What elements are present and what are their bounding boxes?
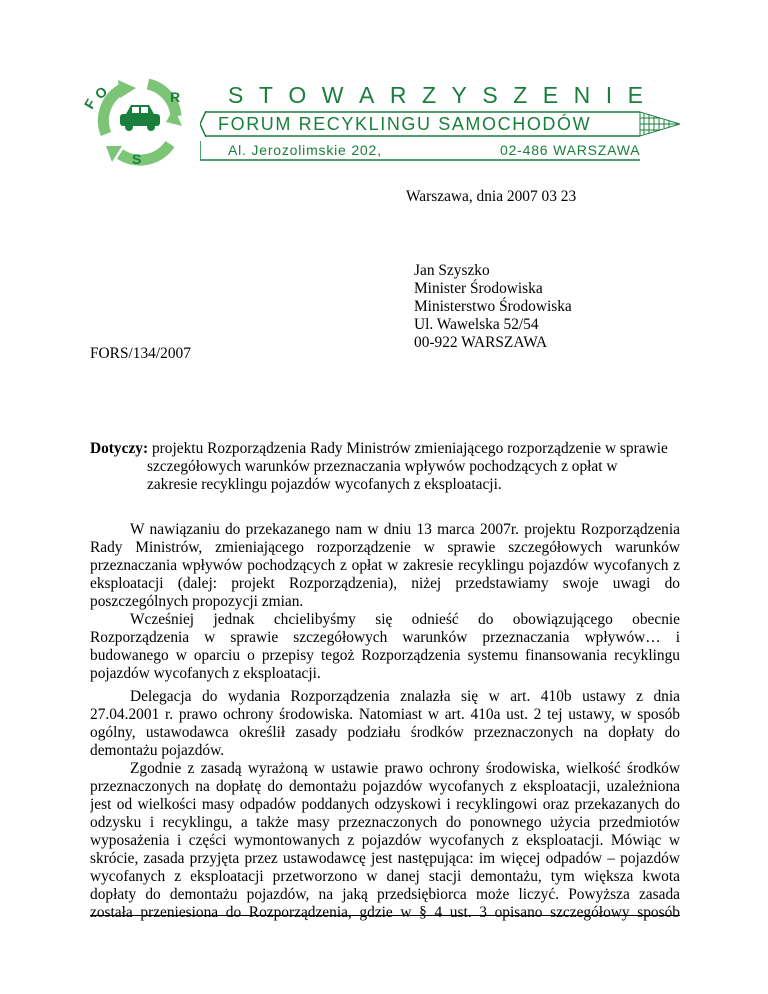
title-letter: T bbox=[258, 81, 273, 108]
addressee-line: Minister Środowiska bbox=[414, 280, 543, 297]
paragraph-line: Rady Ministrów, zmieniającego rozporządzenie w sprawie szczegółowych warunków bbox=[90, 539, 680, 556]
paragraph bbox=[90, 760, 680, 922]
paragraph-line: budowanego w oparciu o przepisy tegoż Rozporządzenia systemu finansowania recyklingu bbox=[90, 647, 680, 664]
title-letter: S bbox=[482, 81, 498, 108]
subject-line: projektu Rozporządzenia Rady Ministrów zmieniającego rozporządzenie w sprawie bbox=[151, 440, 668, 457]
title-letter: Y bbox=[451, 81, 467, 108]
page-bottom-rule bbox=[90, 915, 680, 916]
svg-text:O: O bbox=[91, 83, 111, 103]
addressee-line: Ministerstwo Środowiska bbox=[414, 298, 572, 315]
paragraph-line: została przeniesiona do Rozporządzenia, gdzie w § 4 ust. 3 opisano szczegółowy sposób bbox=[90, 904, 680, 921]
subject-label: Dotyczy: bbox=[90, 440, 149, 457]
paragraph-line: Wcześniej jednak chcielibyśmy się odnieść do obowiązującego obecnie bbox=[130, 611, 680, 628]
addressee-line: 00-922 WARSZAWA bbox=[414, 334, 548, 351]
car-icon bbox=[120, 105, 160, 131]
paragraph-line: dopłaty do demontażu pojazdów, na jaką przedsiębiorca może liczyć. Powyższa zasada bbox=[90, 886, 680, 903]
addressee-line: Ul. Wawelska 52/54 bbox=[414, 316, 539, 333]
paragraph-line: W nawiązaniu do przekazanego nam w dniu 13 marca 2007r. projektu Rozporządzenia bbox=[130, 521, 680, 538]
subject-block bbox=[90, 440, 680, 494]
paragraph-line: Zgodnie z zasadą wyrażoną w ustawie prawo ochrony środowiska, wielkość środków bbox=[130, 760, 680, 777]
paragraph bbox=[90, 611, 680, 683]
association-name: FORUM RECYKLINGU SAMOCHODÓW bbox=[218, 114, 592, 134]
paragraph-line: przeznaczonych na dopłatę do demontażu pojazdów wycofanych z eksploatacji, uzależniona bbox=[90, 778, 680, 795]
title-letter: I bbox=[605, 81, 613, 108]
paragraph-line: 27.04.2001 r. prawo ochrony środowiska. Natomiast w art. 410a ust. 2 tej ustawy, w sposób bbox=[90, 706, 680, 723]
title-letter: N bbox=[573, 81, 591, 108]
title-letter: Z bbox=[513, 81, 528, 108]
svg-text:F: F bbox=[80, 96, 99, 112]
paragraph-line: demontażu pojazdów. bbox=[90, 742, 225, 759]
letter-date: Warszawa, dnia 2007 03 23 bbox=[406, 188, 577, 205]
svg-text:S: S bbox=[132, 151, 142, 167]
association-address: Al. Jerozolimskie 202, bbox=[228, 142, 382, 158]
title-letter: O bbox=[288, 81, 307, 108]
paragraph-line: Delegacja do wydania Rozporządzenia znalazła się w art. 410b ustawy z dnia bbox=[130, 688, 680, 705]
subject-line: szczegółowych warunków przeznaczania wpływów pochodzących z opłat w bbox=[147, 458, 618, 475]
title-letter: W bbox=[321, 81, 344, 108]
association-postal: 02-486 WARSZAWA bbox=[500, 142, 641, 158]
paragraph-line: jest od wielkości masy odpadów poddanych odzyskowi i recyklingowi oraz przekazanych do bbox=[90, 796, 680, 813]
paragraph-line: Rozporządzenia w sprawie szczegółowych warunków przeznaczania wpływów… i bbox=[90, 629, 680, 646]
paragraph-line: wycofanych z eksploatacji przetworzono w danej stacji demontażu, tym większa kwota bbox=[90, 868, 680, 885]
title-letter: S bbox=[228, 81, 244, 108]
paragraph-line: skrócie, zasada przyjęta przez ustawodawcę jest następująca: im więcej odpadów – pojazdów bbox=[90, 850, 680, 867]
paragraph-line: wyposażenia i części wymontowanych z pojazdów wycofanych z eksploatacji. Mówiąc w bbox=[90, 832, 680, 849]
paragraph-line: ogólny, ustawodawca określił zasady podziału środków przeznaczonych na dopłaty do bbox=[90, 724, 680, 741]
paragraph-line: eksploatacji (dalej: projekt Rozporządzenia), niżej przedstawiamy swoje uwagi do bbox=[90, 575, 680, 592]
svg-text:R: R bbox=[170, 89, 181, 105]
letterhead-title bbox=[228, 82, 643, 108]
paragraph-line: przeznaczania wpływów pochodzących z opłat w zakresie recyklingu pojazdów wycofanych z bbox=[90, 557, 680, 574]
reference-number: FORS/134/2007 bbox=[90, 345, 191, 362]
paragraph-line: poszczególnych propozycji zmian. bbox=[90, 593, 304, 610]
addressee-line: Jan Szyszko bbox=[414, 262, 490, 279]
title-letter: Z bbox=[421, 81, 437, 108]
subject-line: zakresie recyklingu pojazdów wycofanych z eksploatacji. bbox=[147, 476, 502, 493]
title-letter: E bbox=[542, 81, 559, 108]
recycling-logo bbox=[78, 64, 202, 172]
title-letter: A bbox=[359, 81, 375, 108]
paragraph-line: odzysku i recyklingu, a także masy przeznaczonych do ponownego użycia przedmiotów bbox=[90, 814, 680, 831]
title-letter: R bbox=[389, 81, 407, 108]
addressee-block bbox=[414, 262, 572, 352]
title-letter: E bbox=[627, 81, 643, 108]
paragraph bbox=[90, 688, 680, 760]
paragraph bbox=[90, 521, 680, 611]
paragraph-line: pojazdów wycofanych z eksploatacji. bbox=[90, 665, 321, 682]
